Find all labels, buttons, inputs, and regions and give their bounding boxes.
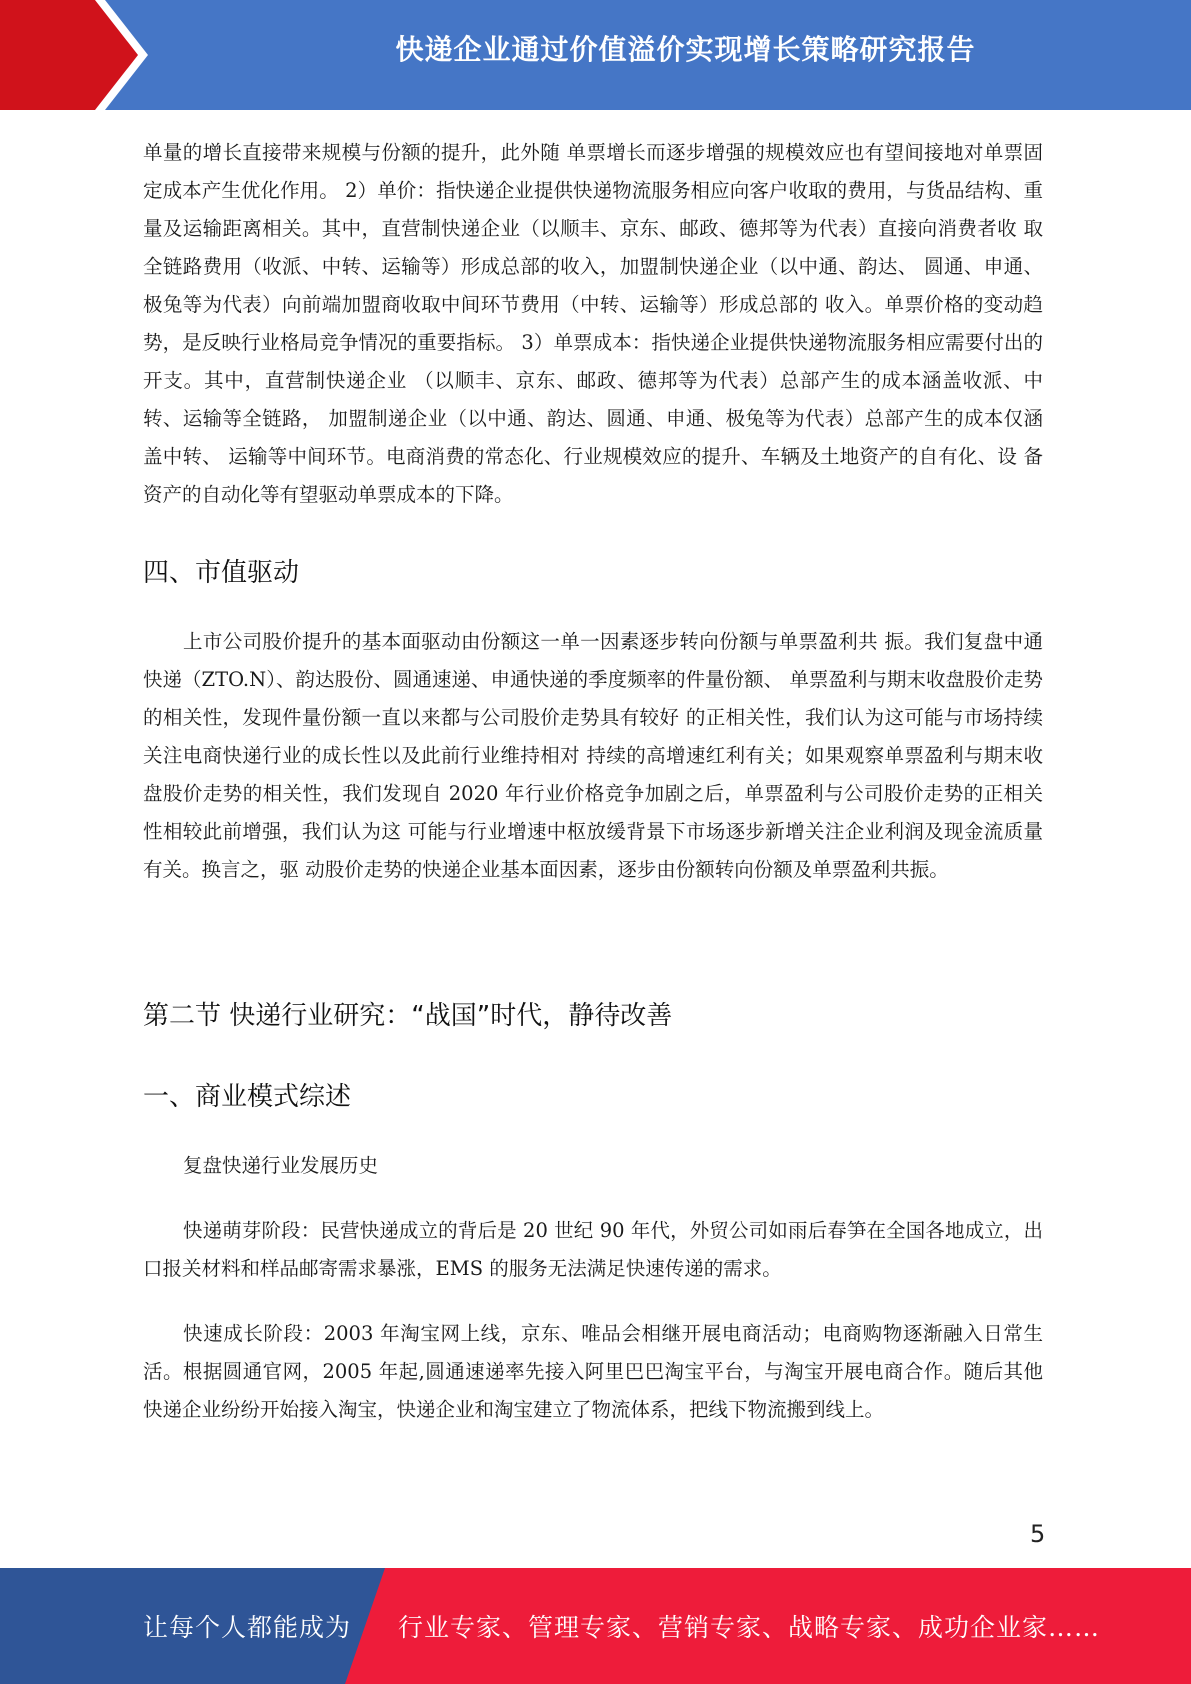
- heading-section-two: 第二节 快递行业研究：“战国”时代，静待改善: [143, 1001, 673, 1031]
- header-chevron-decoration: [0, 0, 160, 110]
- paragraph-unit-economics: 单量的增长直接带来规模与份额的提升，此外随 单票增长而逐步增强的规模效应也有望间接地对单票固定成本产生优化作用。 2）单价：指快递企业提供快递物流服务相应向客户收取的费用，与货品结构、重量及运输距离相关。其中，直营制快递企业（以顺丰、京东、邮政、德邦等为代表）直接向消费者收 取全链路费用（收派、中转、运输等）形成总部的收入，加盟制快递企业（以中通、韵达、 圆通、申通、极兔等为代表）向前端加盟商收取中间环节费用（中转、运输等）形成总部的 收入。单票价格的变动趋势，是反映行业格局竞争情况的重要指标。 3）单票成本：指快递企业提供快递物流服务相应需要付出的开支。其中，直营制快递企业 （以顺丰、京东、邮政、德邦等为代表）总部产生的成本涵盖收派、中转、运输等全链路， 加盟制递企业（以中通、韵达、圆通、申通、极兔等为代表）总部产生的成本仅涵盖中转、 运输等中间环节。电商消费的常态化、行业规模效应的提升、车辆及土地资产的自有化、设 备资产的自动化等有望驱动单票成本的下降。: [143, 141, 1043, 506]
- paragraph-growth-stage: 快速成长阶段：2003 年淘宝网上线，京东、唯品会相继开展电商活动；电商购物逐渐融入日常生活。根据圆通官网，2005 年起,圆通速递率先接入阿里巴巴淘宝平台，与淘宝开展电商合作。随后其他快递企业纷纷开始接入淘宝，快递企业和淘宝建立了物流体系，把线下物流搬到线上。: [143, 1322, 1043, 1421]
- page-footer: [0, 1568, 1191, 1684]
- footer-slogan-left: 让每个人都能成为: [143, 1613, 352, 1642]
- page-number: 5: [1030, 1520, 1046, 1548]
- page-header: [0, 0, 1191, 110]
- paragraph-budding-stage: 快递萌芽阶段：民营快递成立的背后是 20 世纪 90 年代，外贸公司如雨后春笋在全国各地成立，出口报关材料和样品邮寄需求暴涨，EMS 的服务无法满足快速传递的需求。: [143, 1219, 1043, 1280]
- footer-slogan-right: 行业专家、管理专家、营销专家、战略专家、成功企业家……: [398, 1613, 1101, 1642]
- page-content: [143, 134, 1043, 1429]
- paragraph-stock-price-drivers: 上市公司股价提升的基本面驱动由份额这一单一因素逐步转向份额与单票盈利共 振。我们复盘中通快递（ZTO.N）、韵达股份、圆通速递、申通快递的季度频率的件量份额、 单票盈利与期末收盘股价走势的相关性，发现件量份额一直以来都与公司股价走势具有较好 的正相关性，我们认为这可能与市场持续关注电商快递行业的成长性以及此前行业维持相对 持续的高增速红利有关；如果观察单票盈利与期末收盘股价走势的相关性，我们发现自 2020 年行业价格竞争加剧之后，单票盈利与公司股价走势的正相关性相较此前增强，我们认为这 可能与行业增速中枢放缓背景下市场逐步新增关注企业利润及现金流质量有关。换言之，驱 动股价走势的快递企业基本面因素，逐步由份额转向份额及单票盈利共振。: [143, 630, 1043, 881]
- heading-market-value-drivers: 四、市值驱动: [143, 558, 300, 588]
- report-title: 快递企业通过价值溢价实现增长策略研究报告: [395, 33, 976, 66]
- heading-business-model: 一、商业模式综述: [143, 1082, 352, 1112]
- paragraph-history-intro: 复盘快递行业发展历史: [183, 1154, 379, 1177]
